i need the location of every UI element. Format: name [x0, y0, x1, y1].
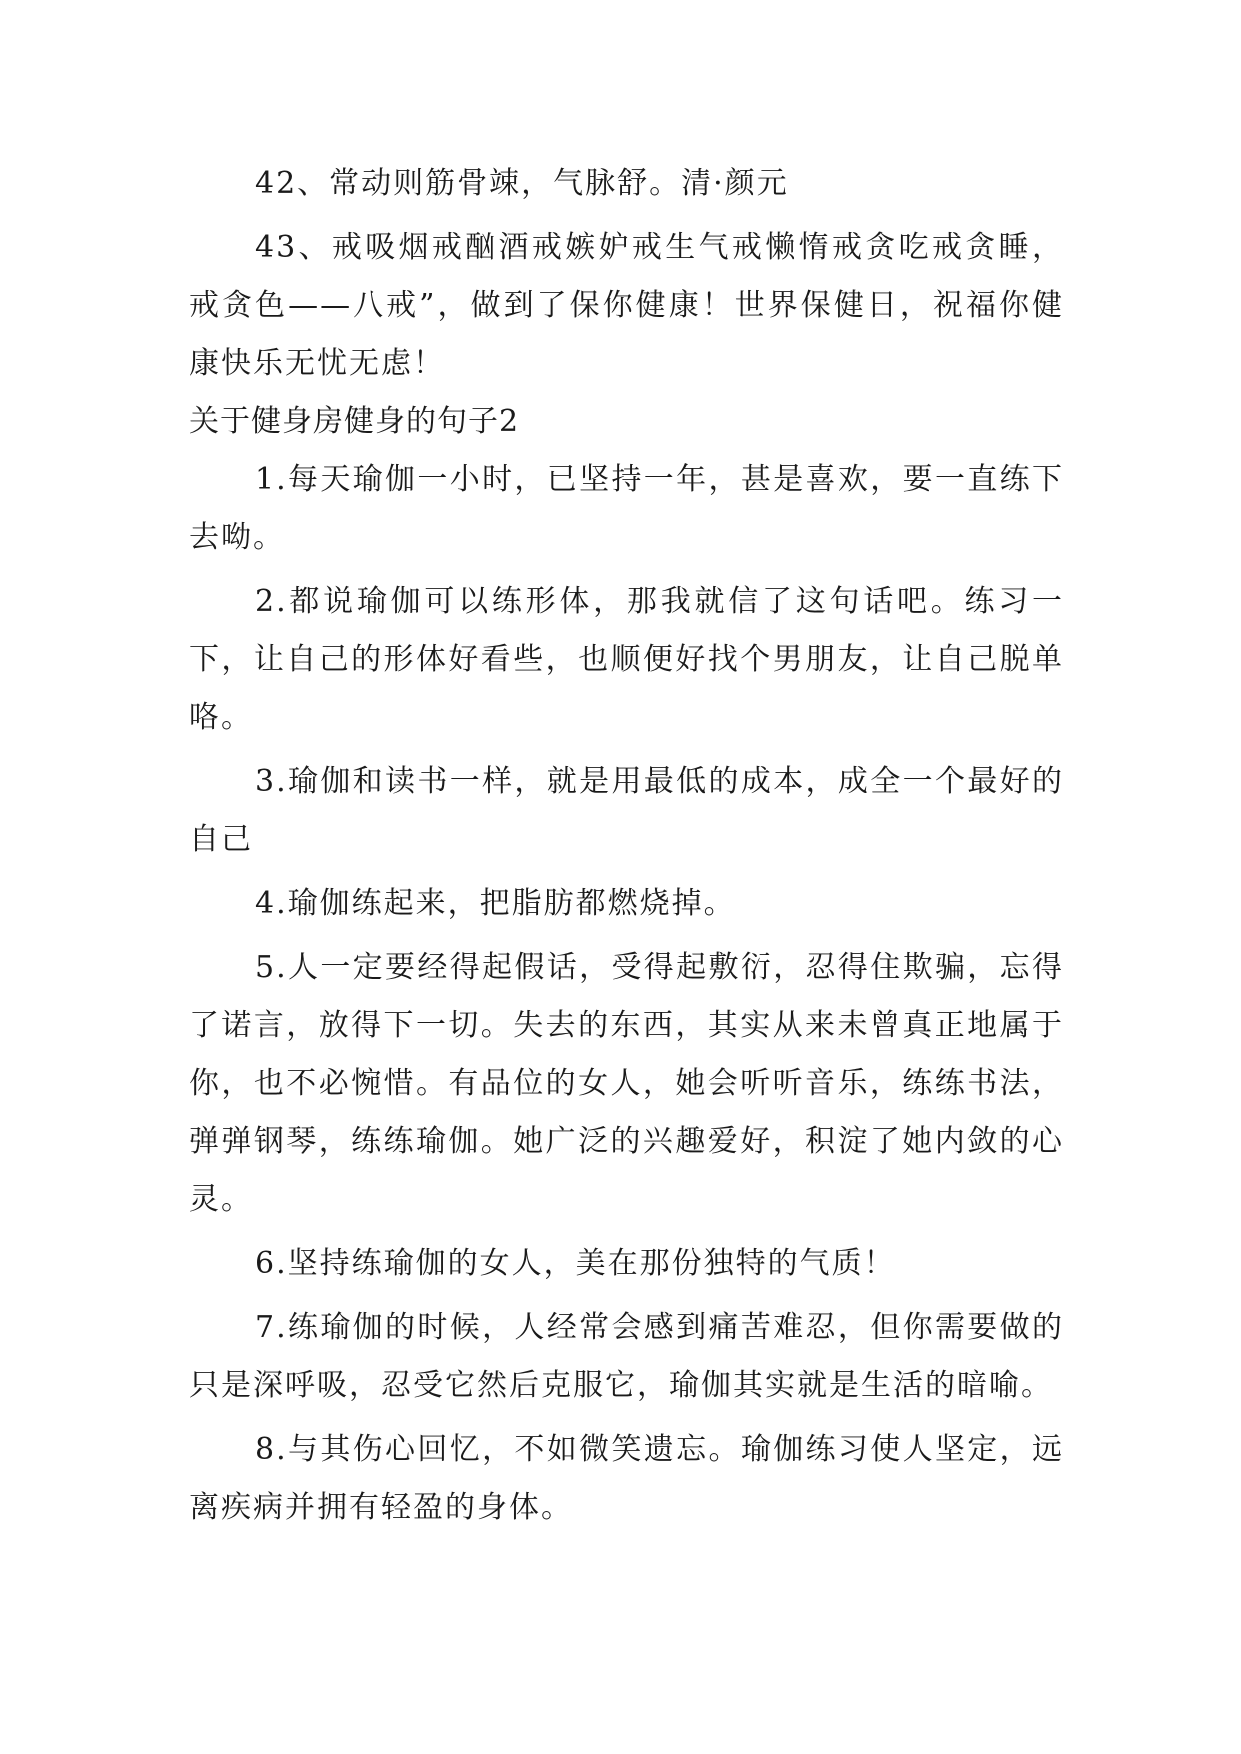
list-item-5: 5.人一定要经得起假话，受得起敷衍，忍得住欺骗，忘得了诺言，放得下一切。失去的东西，其实从来未曾真正地属于你，也不必惋惜。有品位的女人，她会听听音乐，练练书法，弹弹钢琴，练练瑜伽。她广泛的兴趣爱好，积淀了她内敛的心灵。	[189, 950, 1064, 1217]
list-item-6: 6.坚持练瑜伽的女人，美在那份独特的气质！	[255, 1246, 896, 1281]
paragraph-43: 43、戒吸烟戒酗酒戒嫉妒戒生气戒懒惰戒贪吃戒贪睡，戒贪色——八戒”，做到了保你健康！世界保健日，祝福你健康快乐无忧无虑！	[189, 230, 1064, 381]
document-body	[189, 155, 1064, 1537]
list-item-8: 8.与其伤心回忆，不如微笑遗忘。瑜伽练习使人坚定，远离疾病并拥有轻盈的身体。	[189, 1432, 1064, 1525]
list-item-7: 7.练瑜伽的时候，人经常会感到痛苦难忍，但你需要做的只是深呼吸，忍受它然后克服它，瑜伽其实就是生活的暗喻。	[189, 1310, 1064, 1403]
list-item-1: 1.每天瑜伽一小时，已坚持一年，甚是喜欢，要一直练下去呦。	[189, 462, 1064, 555]
section-heading: 关于健身房健身的句子2	[189, 404, 520, 439]
paragraph-42: 42、常动则筋骨竦，气脉舒。清·颜元	[255, 166, 789, 201]
list-item-4: 4.瑜伽练起来，把脂肪都燃烧掉。	[255, 886, 736, 921]
list-item-3: 3.瑜伽和读书一样，就是用最低的成本，成全一个最好的自己	[189, 764, 1064, 857]
list-item-2: 2.都说瑜伽可以练形体，那我就信了这句话吧。练习一下，让自己的形体好看些，也顺便好找个男朋友，让自己脱单咯。	[189, 584, 1064, 735]
